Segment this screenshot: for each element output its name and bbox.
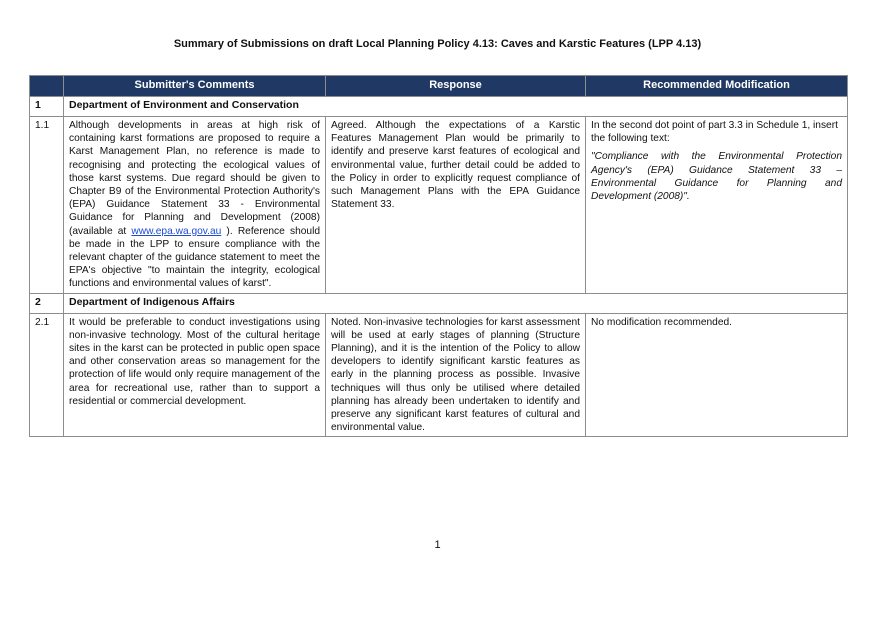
page-number: 1 [434,539,441,551]
header-recommended-modification: Recommended Modification [586,76,848,97]
table-row [30,313,848,437]
group-name: Department of Indigenous Affairs [64,293,848,313]
comment-text: Although developments in areas at high risk of containing karst formations are proposed to require a Karst Management Plan, no reference is made to recognising and protecting the ecological values of those karst systems. Due regard should be given to Chapter B9 of the Environmental Protection Authority's (EPA) Guidance Statement 33 - Environmental Guidance for Planning and Development (2008) (available at [69,120,320,237]
group-name: Department of Environment and Conservation [64,97,848,117]
row-number: 2.1 [30,313,64,437]
header-response: Response [326,76,586,97]
recommended-modification: No modification recommended. [586,313,848,437]
group-number: 2 [30,293,64,313]
header-submitters-comments: Submitter's Comments [64,76,326,97]
comment-text-continued: ). Reference should be made in the LPP to ensure compliance with the relevant chapter of the guidance statement to meet the EPA's objective "to maintain the integrity, ecological functions and environmental values of karst". [69,225,320,290]
row-number: 1.1 [30,117,64,294]
submitter-comment [64,117,326,294]
modification-text: In the second dot point of part 3.3 in Schedule 1, insert the following text: [591,120,838,145]
submissions-table [29,75,848,437]
table-header-row [30,76,848,97]
group-row-dia [30,293,848,313]
group-row-dec [30,97,848,117]
epa-website-link[interactable]: www.epa.wa.gov.au [131,225,222,237]
group-number: 1 [30,97,64,117]
response-text: Noted. Non-invasive technologies for karst assessment will be used at early stages of planning (Structure Planning), and it is the intention of the Policy to allow developers to identify significant karstic features as early in the planning process as possible. Invasive techniques will thus only be utilised where detailed planning has already been undertaken to identify and preserve any significant karst features of cultural and environmental value. [326,313,586,437]
table-row [30,117,848,294]
submitter-comment: It would be preferable to conduct investigations using non-invasive technology. Most of the cultural heritage sites in the karst can be protected in public open space and other conservation areas so management for the protection of life would only require management of the area for recreational use, rather than to support a residential or commercial development. [64,313,326,437]
header-number [30,76,64,97]
document-title: Summary of Submissions on draft Local Planning Policy 4.13: Caves and Karstic Features (LPP 4.13) [173,38,702,50]
recommended-modification [586,117,848,294]
response-text: Agreed. Although the expectations of a Karstic Features Management Plan would be primarily to identify and preserve karst features of ecological and environmental value, further detail could be added to the Policy in order to explicitly request compliance of such Management Plans with the EPA Guidance Statement 33. [326,117,586,294]
modification-quote: "Compliance with the Environmental Protection Agency's (EPA) Guidance Statement 33 – Environmental Guidance for Planning and Development (2008)". [591,151,842,203]
